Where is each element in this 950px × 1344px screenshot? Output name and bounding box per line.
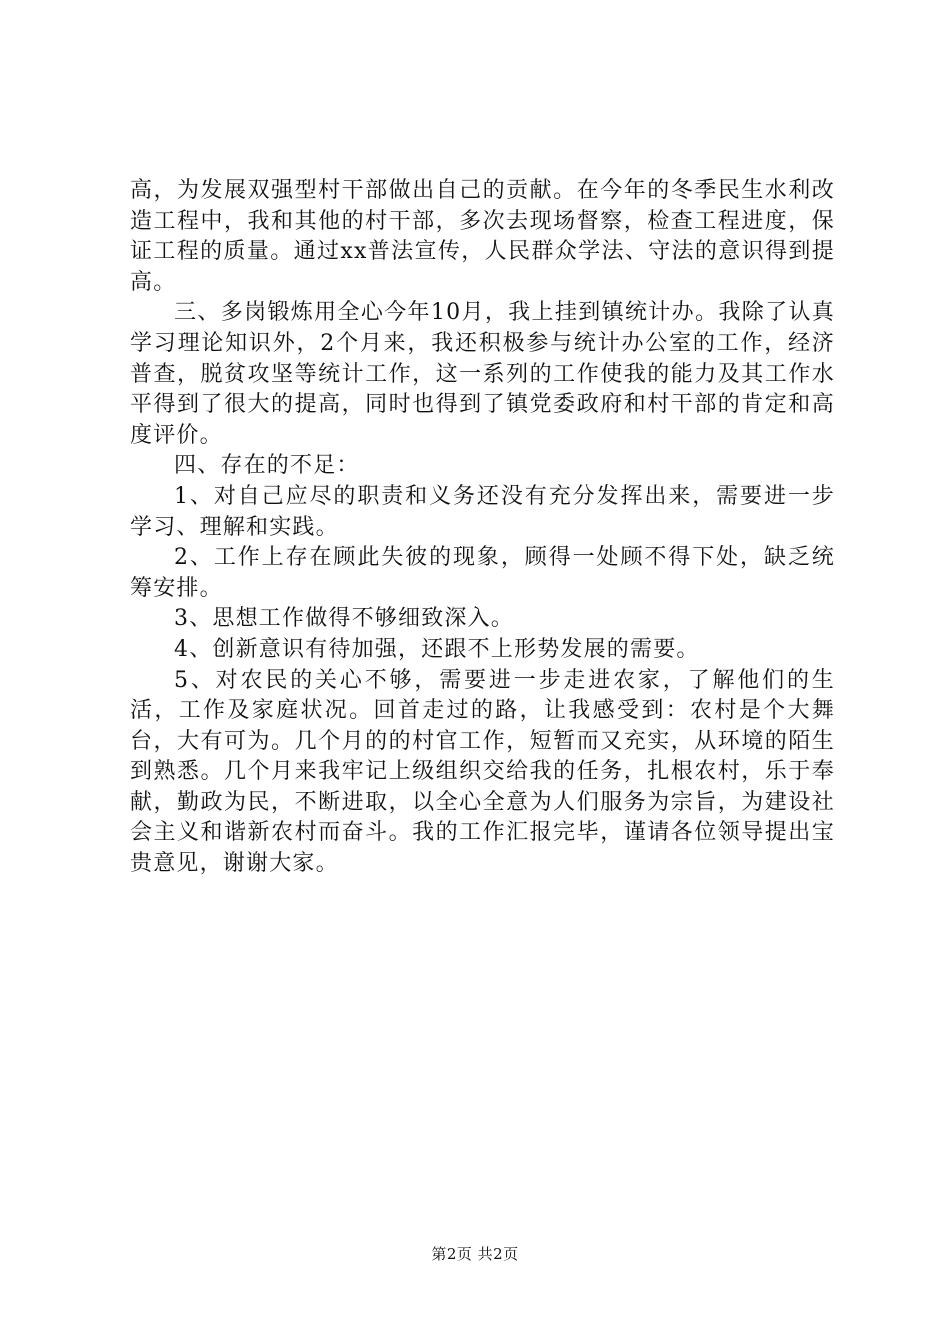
paragraph-2: 三、多岗锻炼用全心今年10月，我上挂到镇统计办。我除了认真学习理论知识外，2个月来，我还积极参与统计办公室的工作，经济普查，脱贫攻坚等统计工作，这一系列的工作使我的能力及其工作水平得到了很大的提高，同时也得到了镇党委政府和村干部的肯定和高度评价。 xyxy=(130,300,835,448)
document-body xyxy=(130,176,835,880)
paragraph-8: 5、对农民的关心不够，需要进一步走进农家，了解他们的生活，工作及家庭状况。回首走过的路，让我感受到：农村是个大舞台，大有可为。几个月的的村官工作，短暂而又充实，从环境的陌生到熟悉。几个月来我牢记上级组织交给我的任务，扎根农村，乐于奉献，勤政为民，不断进取，以全心全意为人们服务为宗旨，为建设社会主义和谐新农村而奋斗。我的工作汇报完毕，谨请各位领导提出宝贵意见，谢谢大家。 xyxy=(130,667,835,877)
paragraph-3: 四、存在的不足： xyxy=(174,453,360,479)
paragraph-1: 高，为发展双强型村干部做出自己的贡献。在今年的冬季民生水利改造工程中，我和其他的村干部，多次去现场督察，检查工程进度，保证工程的质量。通过xx普法宣传，人民群众学法、守法的意识得到提高。 xyxy=(130,178,835,295)
paragraph-4: 1、对自己应尽的职责和义务还没有充分发挥出来，需要进一步学习、理解和实践。 xyxy=(130,483,835,540)
page-footer: 第2页 共2页 xyxy=(431,1245,519,1263)
paragraph-7: 4、创新意识有待加强，还跟不上形势发展的需要。 xyxy=(174,636,700,662)
paragraph-5: 2、工作上存在顾此失彼的现象，顾得一处顾不得下处，缺乏统筹安排。 xyxy=(130,545,835,601)
paragraph-6: 3、思想工作做得不够细致深入。 xyxy=(174,606,514,632)
